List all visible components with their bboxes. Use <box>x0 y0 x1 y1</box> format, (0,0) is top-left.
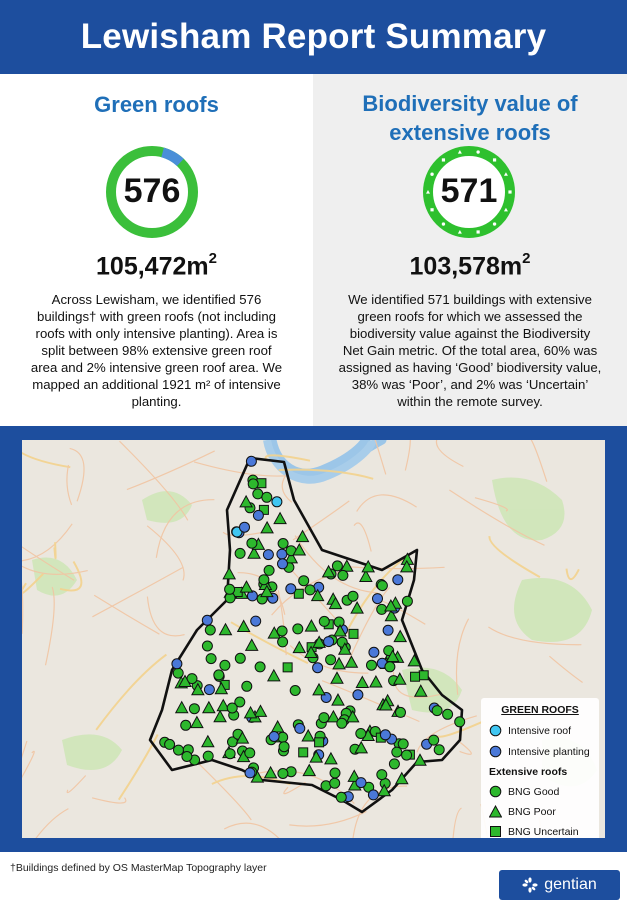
bng-good-marker <box>330 778 340 788</box>
intensive-planting-marker <box>245 768 255 778</box>
intensive-planting-marker <box>324 637 334 647</box>
legend-extensive-heading: Extensive roofs <box>489 766 568 778</box>
green-roofs-title: Green roofs <box>94 92 219 117</box>
biodiversity-panel <box>313 74 627 426</box>
bng-good-marker <box>225 749 235 759</box>
bng-good-marker <box>173 668 183 678</box>
bng-good-marker <box>235 548 245 558</box>
bio-ring-square-mark <box>442 158 445 161</box>
bng-good-marker <box>259 575 269 585</box>
biodiversity-area-value: 103,578m <box>409 252 523 281</box>
biodiversity-title-line2: extensive roofs <box>389 120 551 145</box>
green-roofs-desc-line: mapped an additional 1921 m² of intensive <box>32 377 281 392</box>
bng-good-marker <box>299 576 309 586</box>
intensive-planting-marker <box>278 559 288 569</box>
map-frame <box>0 426 627 852</box>
intensive-roof-marker <box>272 497 282 507</box>
bio-ring-dot-mark <box>493 222 496 225</box>
green-roofs-desc-line: planting. <box>131 394 182 409</box>
bng-good-marker <box>165 739 175 749</box>
green-roofs-desc-line: buildings† with green roofs (not including <box>37 309 276 324</box>
biodiversity-desc-line: within the remote survey. <box>397 394 543 409</box>
intensive-planting-marker <box>240 522 250 532</box>
intensive-planting-marker <box>172 659 182 669</box>
green-roofs-ring <box>104 144 200 240</box>
intensive-planting-marker <box>373 594 383 604</box>
intensive-planting-marker <box>269 732 279 742</box>
bng-good-marker <box>334 617 344 627</box>
green-roofs-area-unit-sup: 2 <box>208 250 217 267</box>
legend-intensive-planting-label: Intensive planting <box>508 745 590 758</box>
bng-good-marker <box>278 769 288 779</box>
bng-good-marker <box>202 641 212 651</box>
bng-good-circle-icon <box>489 785 502 798</box>
green-roofs-area <box>0 252 313 281</box>
bng-uncertain-marker <box>349 629 358 638</box>
bng-good-marker <box>402 596 412 606</box>
intensive-planting-marker <box>383 625 393 635</box>
bng-good-marker <box>336 792 346 802</box>
intensive-planting-marker <box>251 616 261 626</box>
bng-good-marker <box>189 704 199 714</box>
bng-good-marker <box>227 703 237 713</box>
bng-good-marker <box>377 581 387 591</box>
biodiversity-desc-line: Net Gain metric. Of the total area, 60% was <box>342 343 598 358</box>
bng-good-marker <box>214 670 224 680</box>
green-roofs-count: 576 <box>123 172 181 210</box>
legend-intensive-planting <box>489 745 590 758</box>
biodiversity-title <box>313 89 627 147</box>
bng-good-marker <box>398 739 408 749</box>
bng-good-marker <box>225 584 235 594</box>
green-roofs-desc-line: area and 2% intensive green roof area. We <box>30 360 283 375</box>
bng-good-marker <box>402 750 412 760</box>
lewisham-map[interactable] <box>22 440 605 838</box>
bng-uncertain-marker <box>299 748 308 757</box>
bng-good-marker <box>443 709 453 719</box>
green-roofs-area-value: 105,472m <box>96 252 209 281</box>
intensive-planting-marker <box>313 663 323 673</box>
bng-good-marker <box>389 759 399 769</box>
intensive-planting-marker <box>286 584 296 594</box>
bng-good-marker <box>235 653 245 663</box>
green-roofs-panel <box>0 74 313 426</box>
report-title: Lewisham Report Summary <box>80 17 547 56</box>
intensive-planting-marker <box>369 647 379 657</box>
bng-uncertain-marker <box>411 672 420 681</box>
bng-good-marker <box>367 660 377 670</box>
bng-uncertain-marker <box>419 671 428 680</box>
biodiversity-desc-line: We identified 571 buildings with extensive <box>348 292 592 307</box>
biodiversity-description <box>335 291 605 410</box>
biodiversity-ring <box>421 144 517 240</box>
legend-bng-poor <box>489 805 556 818</box>
intensive-planting-marker <box>380 730 390 740</box>
bng-good-marker <box>278 637 288 647</box>
bng-good-marker <box>377 770 387 780</box>
legend-bng-good-label: BNG Good <box>508 785 560 798</box>
gentian-flower-icon <box>522 877 538 893</box>
bng-good-marker <box>290 686 300 696</box>
bng-good-marker <box>392 747 402 757</box>
legend-bng-poor-label: BNG Poor <box>508 805 556 818</box>
bng-good-marker <box>181 720 191 730</box>
bng-good-marker <box>277 626 287 636</box>
bng-good-marker <box>385 662 395 672</box>
intensive-planting-marker <box>356 778 366 788</box>
bng-good-marker <box>262 492 272 502</box>
green-roofs-desc-line: split between 98% extensive green roof <box>41 343 272 358</box>
legend-intensive-roof <box>489 724 571 737</box>
bio-ring-square-mark <box>477 230 480 233</box>
biodiversity-area-unit-sup: 2 <box>522 250 531 267</box>
bng-good-marker <box>332 561 342 571</box>
bng-good-marker <box>319 616 329 626</box>
intensive-planting-marker <box>277 549 287 559</box>
legend-bng-uncertain <box>489 825 579 838</box>
bio-ring-dot-mark <box>476 150 479 153</box>
bio-ring-dot-mark <box>442 222 445 225</box>
bng-good-marker <box>356 729 366 739</box>
bng-good-marker <box>205 625 215 635</box>
report-header <box>0 0 627 74</box>
biodiversity-count: 571 <box>440 172 498 210</box>
bng-good-marker <box>220 660 230 670</box>
intensive-planting-marker <box>353 690 363 700</box>
biodiversity-desc-line: 38% was ‘Poor’, and 2% was ‘Uncertain’ <box>351 377 589 392</box>
bng-uncertain-marker <box>283 663 292 672</box>
bng-good-marker <box>432 706 442 716</box>
biodiversity-desc-line: assigned as having ‘Good’ biodiversity value, <box>338 360 602 375</box>
bng-good-marker <box>255 662 265 672</box>
intensive-planting-marker <box>368 790 378 800</box>
bio-ring-square-mark <box>493 158 496 161</box>
bng-good-marker <box>182 752 192 762</box>
intensive-planting-circle-icon <box>489 745 502 758</box>
green-roofs-description <box>22 291 291 410</box>
bng-good-marker <box>174 745 184 755</box>
bng-uncertain-square-icon <box>489 825 502 838</box>
intensive-planting-marker <box>295 723 305 733</box>
bng-good-marker <box>326 655 336 665</box>
bng-good-marker <box>338 570 348 580</box>
intensive-planting-marker <box>204 685 214 695</box>
footnote: †Buildings defined by OS MasterMap Topography layer <box>10 862 267 874</box>
bng-good-marker <box>203 751 213 761</box>
bng-good-marker <box>348 591 358 601</box>
bng-good-marker <box>278 539 288 549</box>
biodiversity-desc-line: green roofs for which we assessed the <box>357 309 583 324</box>
intensive-planting-marker <box>263 550 273 560</box>
bng-good-marker <box>319 713 329 723</box>
bng-good-marker <box>264 565 274 575</box>
intensive-roof-circle-icon <box>489 724 502 737</box>
map-legend <box>481 698 599 838</box>
bng-poor-triangle-icon <box>489 805 502 818</box>
bng-good-marker <box>206 654 216 664</box>
bng-good-marker <box>279 742 289 752</box>
bng-good-marker <box>293 624 303 634</box>
bng-uncertain-marker <box>315 738 324 747</box>
bng-good-marker <box>455 717 465 727</box>
green-roofs-desc-line: Across Lewisham, we identified 576 <box>51 292 262 307</box>
bng-good-marker <box>429 735 439 745</box>
bng-good-marker <box>434 745 444 755</box>
intensive-planting-marker <box>246 456 256 466</box>
intensive-planting-marker <box>253 510 263 520</box>
bng-good-marker <box>253 489 263 499</box>
bng-good-marker <box>396 707 406 717</box>
bng-good-marker <box>248 479 258 489</box>
bng-good-marker <box>247 538 257 548</box>
bng-good-marker <box>330 768 340 778</box>
bng-good-marker <box>305 585 315 595</box>
map-road <box>54 542 55 558</box>
legend-bng-good <box>489 785 559 798</box>
gentian-logo-text: gentian <box>544 876 597 893</box>
intensive-planting-marker <box>393 575 403 585</box>
legend-title: GREEN ROOFS <box>501 704 579 716</box>
green-roofs-desc-line: roofs with only intensive planting). Area is <box>35 326 278 341</box>
bng-good-marker <box>245 748 255 758</box>
biodiversity-title-line1: Biodiversity value of <box>362 91 578 116</box>
legend-intensive-roof-label: Intensive roof <box>508 724 572 737</box>
legend-bng-uncertain-label: BNG Uncertain <box>508 825 579 838</box>
bng-good-marker <box>242 681 252 691</box>
biodiversity-desc-line: biodiversity value against the Biodiversity <box>349 326 591 341</box>
gentian-logo[interactable] <box>499 870 620 900</box>
bng-good-marker <box>337 718 347 728</box>
biodiversity-area <box>313 252 627 281</box>
intensive-planting-marker <box>202 615 212 625</box>
